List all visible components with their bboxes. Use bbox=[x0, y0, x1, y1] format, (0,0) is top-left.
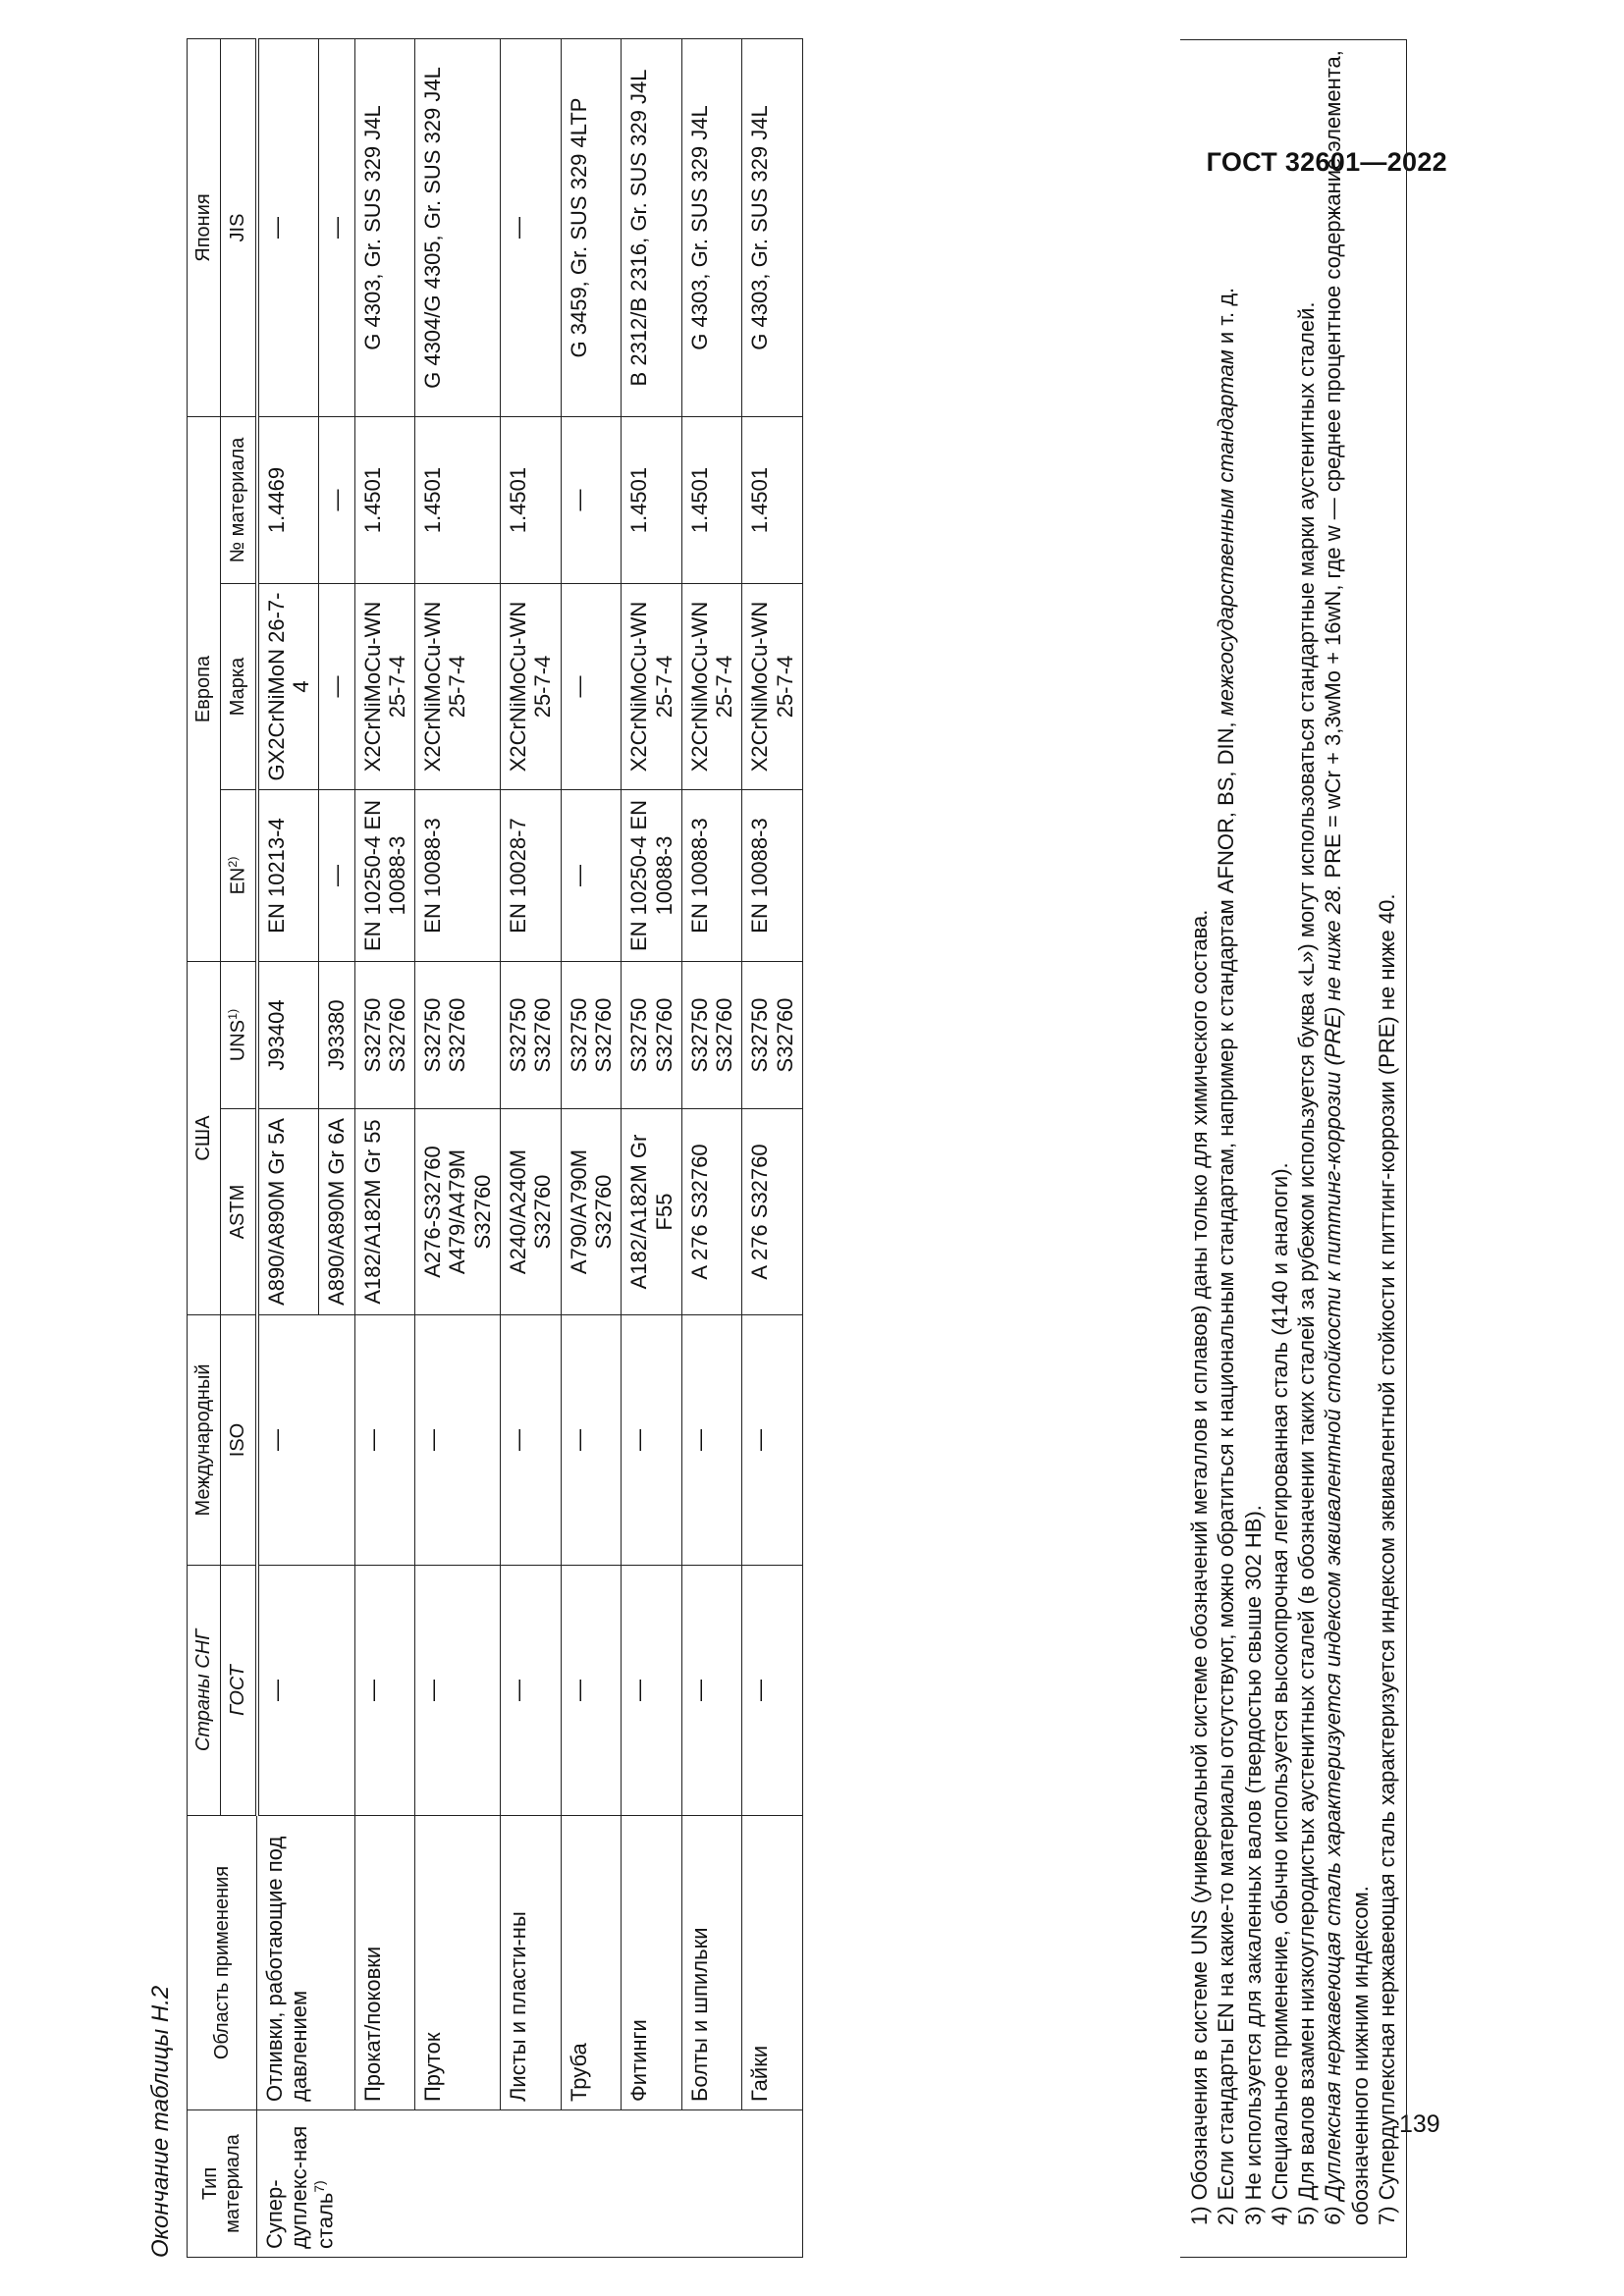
cell-en: EN 10028-7 bbox=[501, 790, 562, 962]
cell-iso: — bbox=[622, 1315, 682, 1566]
cell-uns: S32750 S32760 bbox=[415, 962, 501, 1109]
header-mark: Марка bbox=[221, 584, 257, 790]
cell-material-number: 1.4501 bbox=[501, 417, 562, 584]
cell-en: EN 10088-3 bbox=[415, 790, 501, 962]
cell-mark: X2CrNiMoCu-WN 25-7-4 bbox=[501, 584, 562, 790]
cell-area: Болты и шпильки bbox=[681, 1816, 742, 2110]
cell-material-number: 1.4501 bbox=[742, 417, 803, 584]
cell-en: — bbox=[319, 790, 354, 962]
cell-gost: — bbox=[681, 1566, 742, 1816]
header-group-international: Международный bbox=[188, 1315, 221, 1566]
header-jis: JIS bbox=[221, 39, 257, 417]
cell-uns: S32750 S32760 bbox=[561, 962, 622, 1109]
header-en: EN$^{2)}$ bbox=[221, 790, 257, 962]
table-row bbox=[742, 39, 803, 2258]
cell-iso: — bbox=[681, 1315, 742, 1566]
cell-material-number: 1.4501 bbox=[415, 417, 501, 584]
cell-material-number: — bbox=[319, 417, 354, 584]
cell-astm: A240/A240M S32760 bbox=[501, 1109, 562, 1315]
table-row bbox=[415, 39, 501, 2258]
table-row bbox=[501, 39, 562, 2258]
cell-mark: X2CrNiMoCu-WN 25-7-4 bbox=[354, 584, 415, 790]
note-6: 6) Дуплексная нержавеющая сталь характеризуется индексом эквивалентной стойкости к питтинг-коррозии (PRE) не ниже 28. PRE = wCr + 3,3wMo + 16wN, где w — среднее процентное содержание элемента, обозначенного нижним индексом. bbox=[1321, 50, 1373, 2225]
cell-material-number: 1.4501 bbox=[622, 417, 682, 584]
cell-uns: J93404 bbox=[257, 962, 319, 1109]
cell-jis: — bbox=[257, 39, 319, 417]
cell-jis: B 2312/B 2316, Gr. SUS 329 J4L bbox=[622, 39, 682, 417]
header-iso: ISO bbox=[221, 1315, 257, 1566]
cell-area: Отливки, работающие под давлением bbox=[257, 1816, 354, 2110]
cell-area: Прокат/поковки bbox=[354, 1816, 415, 2110]
cell-area: Пруток bbox=[415, 1816, 501, 2110]
cell-iso: — bbox=[415, 1315, 501, 1566]
cell-en: EN 10250-4 EN 10088-3 bbox=[354, 790, 415, 962]
note-2: 2) Если стандарты EN на какие-то материалы отсутствуют, можно обратиться к национальным стандартам, например к стандартам AFNOR, BS, DIN, межгосударственным стандартам и т. д. bbox=[1214, 287, 1239, 2225]
cell-uns: S32750 S32760 bbox=[742, 962, 803, 1109]
cell-en: EN 10088-3 bbox=[681, 790, 742, 962]
cell-gost: — bbox=[622, 1566, 682, 1816]
note-7: 7) Супердуплексная нержавеющая сталь характеризуется индексом эквивалентной стойкости к питтинг-коррозии (PRE) не ниже 40. bbox=[1374, 893, 1399, 2225]
cell-gost: — bbox=[561, 1566, 622, 1816]
cell-gost: — bbox=[501, 1566, 562, 1816]
header-gost: ГОСТ bbox=[221, 1566, 257, 1816]
cell-astm: A890/A890M Gr 5A bbox=[257, 1109, 319, 1315]
header-material-type: Тип материала bbox=[188, 2110, 257, 2258]
cell-iso: — bbox=[257, 1315, 354, 1566]
header-astm: ASTM bbox=[221, 1109, 257, 1315]
cell-uns: S32750 S32760 bbox=[354, 962, 415, 1109]
cell-jis: G 4303, Gr. SUS 329 J4L bbox=[354, 39, 415, 417]
table-row bbox=[257, 39, 319, 2258]
table-row bbox=[681, 39, 742, 2258]
cell-astm: A 276 S32760 bbox=[681, 1109, 742, 1315]
cell-uns: S32750 S32760 bbox=[622, 962, 682, 1109]
cell-jis: — bbox=[501, 39, 562, 417]
cell-mark: X2CrNiMoCu-WN 25-7-4 bbox=[742, 584, 803, 790]
table-caption: Окончание таблицы Н.2 bbox=[147, 1985, 174, 2258]
header-group-usa: США bbox=[188, 962, 221, 1315]
cell-material-number: 1.4501 bbox=[354, 417, 415, 584]
document-code: ГОСТ 32601—2022 bbox=[1206, 147, 1447, 177]
cell-area: Труба bbox=[561, 1816, 622, 2110]
header-uns: UNS$^{1)}$ bbox=[221, 962, 257, 1109]
cell-astm: A890/A890M Gr 6A bbox=[319, 1109, 354, 1315]
cell-area: Фитинги bbox=[622, 1816, 682, 2110]
header-group-cis: Страны СНГ bbox=[188, 1566, 221, 1816]
cell-material-type: Супер-дуплекс-ная сталь$^{7)}$ bbox=[257, 2110, 803, 2258]
cell-gost: — bbox=[742, 1566, 803, 1816]
cell-jis: G 3459, Gr. SUS 329 4LTP bbox=[561, 39, 622, 417]
cell-astm: A276-S32760 A479/A479M S32760 bbox=[415, 1109, 501, 1315]
materials-table bbox=[187, 38, 803, 2258]
cell-jis: G 4304/G 4305, Gr. SUS 329 J4L bbox=[415, 39, 501, 417]
cell-astm: A790/A790M S32760 bbox=[561, 1109, 622, 1315]
cell-mark: X2CrNiMoCu-WN 25-7-4 bbox=[622, 584, 682, 790]
cell-uns: J93380 bbox=[319, 962, 354, 1109]
table-row bbox=[561, 39, 622, 2258]
header-application-area: Область применения bbox=[188, 1816, 257, 2110]
cell-en: — bbox=[561, 790, 622, 962]
cell-mark: GX2CrNiMoN 26-7-4 bbox=[257, 584, 319, 790]
cell-gost: — bbox=[415, 1566, 501, 1816]
cell-iso: — bbox=[742, 1315, 803, 1566]
table-row bbox=[354, 39, 415, 2258]
cell-jis: — bbox=[319, 39, 354, 417]
note-1: 1) Обозначения в системе UNS (универсальной системе обозначений металлов и сплавов) даны только для химического состава. bbox=[1187, 909, 1212, 2225]
table-notes bbox=[1180, 39, 1407, 2258]
cell-astm: A182/A182M Gr F55 bbox=[622, 1109, 682, 1315]
header-group-europe: Европа bbox=[188, 417, 221, 962]
cell-mark: — bbox=[561, 584, 622, 790]
cell-mark: X2CrNiMoCu-WN 25-7-4 bbox=[681, 584, 742, 790]
cell-iso: — bbox=[501, 1315, 562, 1566]
cell-gost: — bbox=[354, 1566, 415, 1816]
header-material-number: № материала bbox=[221, 417, 257, 584]
cell-en: EN 10088-3 bbox=[742, 790, 803, 962]
cell-gost: — bbox=[257, 1566, 354, 1816]
cell-jis: G 4303, Gr. SUS 329 J4L bbox=[681, 39, 742, 417]
rotated-table-block bbox=[147, 39, 1399, 2258]
cell-jis: G 4303, Gr. SUS 329 J4L bbox=[742, 39, 803, 417]
table-row bbox=[622, 39, 682, 2258]
cell-uns: S32750 S32760 bbox=[681, 962, 742, 1109]
cell-mark: — bbox=[319, 584, 354, 790]
cell-mark: X2CrNiMoCu-WN 25-7-4 bbox=[415, 584, 501, 790]
note-5: 5) Для валов взамен низкоуглеродистых аустенитных сталей (в обозначении таких сталей за рубежом используется буква «L») могут использоваться стандартные марки аустенитных сталей. bbox=[1294, 301, 1320, 2225]
page-number: 139 bbox=[1399, 2110, 1440, 2138]
cell-material-number: — bbox=[561, 417, 622, 584]
cell-area: Листы и пласти-ны bbox=[501, 1816, 562, 2110]
cell-material-number: 1.4501 bbox=[681, 417, 742, 584]
cell-en: EN 10213-4 bbox=[257, 790, 319, 962]
cell-en: EN 10250-4 EN 10088-3 bbox=[622, 790, 682, 962]
cell-iso: — bbox=[561, 1315, 622, 1566]
cell-material-number: 1.4469 bbox=[257, 417, 319, 584]
header-group-japan: Япония bbox=[188, 39, 221, 417]
note-4: 4) Специальное применение, обычно используется высокопрочная легированная сталь (4140 и аналоги). bbox=[1267, 1162, 1292, 2225]
note-3: 3) Не используется для закаленных валов (твердостью свыше 302 HB). bbox=[1240, 1505, 1266, 2225]
cell-area: Гайки bbox=[742, 1816, 803, 2110]
cell-iso: — bbox=[354, 1315, 415, 1566]
cell-astm: A182/A182M Gr 55 bbox=[354, 1109, 415, 1315]
cell-uns: S32750 S32760 bbox=[501, 962, 562, 1109]
cell-astm: A 276 S32760 bbox=[742, 1109, 803, 1315]
